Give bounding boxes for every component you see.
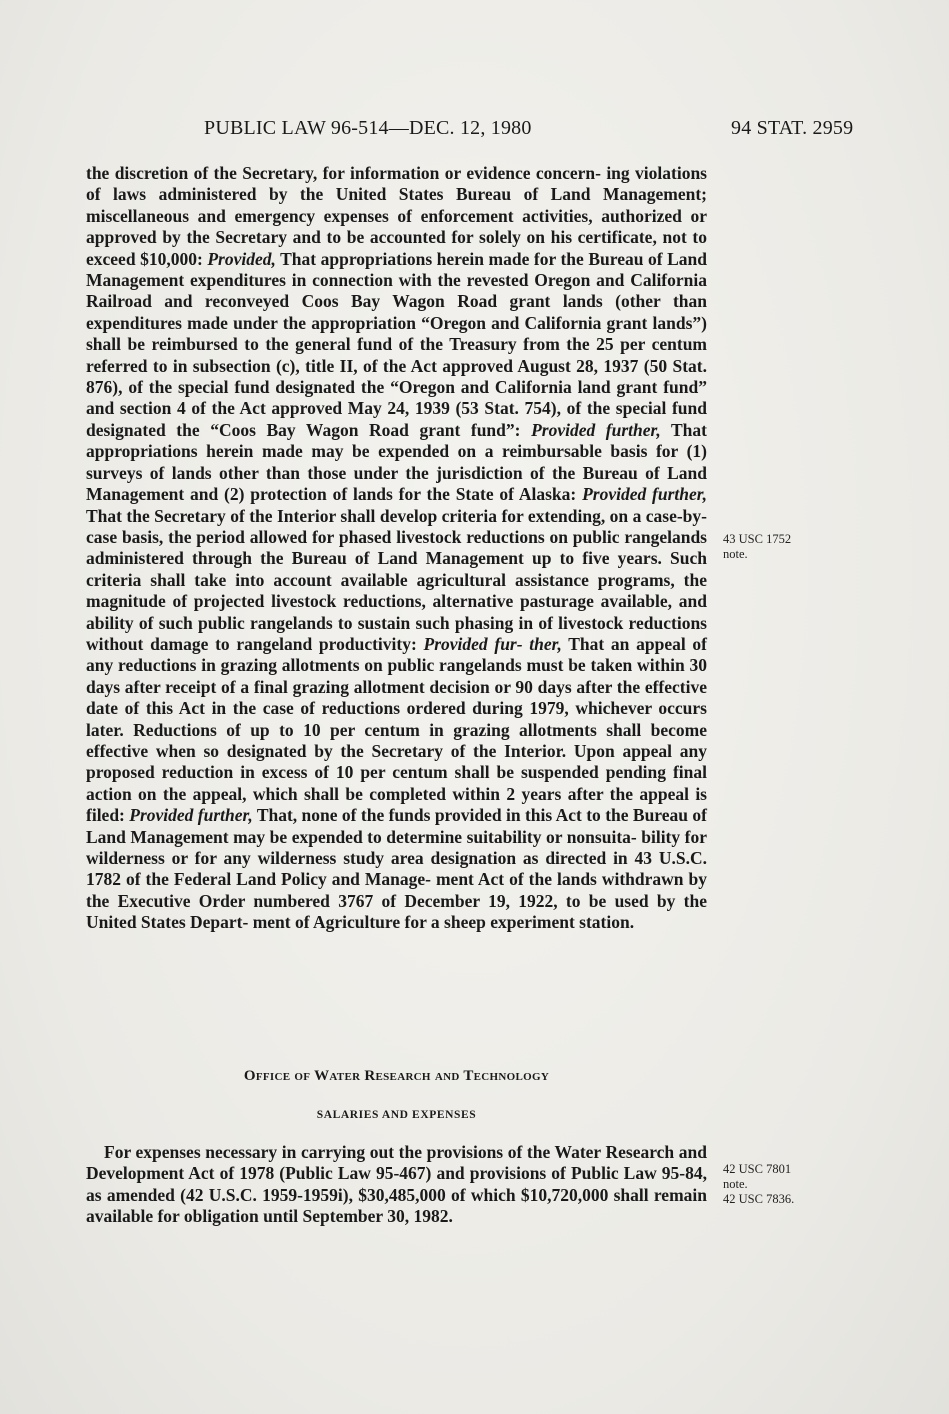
body-text-segment: the discretion of the Secretary, for information or evidence concern- ing violations of laws administered by the United States Bureau of Land Management; miscellaneous and emergency expenses of enforcement activities, authorized or approved by the Secretary and to be accounted for solely on his certificate, not to exceed $10,000: (86, 163, 707, 269)
provided-clause: Provided further, (531, 419, 661, 440)
section-paragraph-text: For expenses necessary in carrying out the provisions of the Water Research and Development Act of 1978 (Public Law 95-467) and provisions of Public Law 95-84, as amended (42 U.S.C. 1959-1959i), $30,485,000 of which $10,720,000 shall remain available for obligation until September 30, 1982. (86, 1142, 707, 1227)
body-text-segment: That an appeal of any reductions in grazing allotments on public rangelands must be taken within 30 days after receipt of a final grazing allotment decision or 90 days after the effective date of this Act in the case of reductions ordered during 1979, whichever occurs later. Reductions of up to 10 per centum in grazing allotments shall become effective when so designated by the Secretary of the Interior. Upon appeal any proposed reduction in excess of 10 per centum shall be suspended pending final action on the appeal, which shall be completed within 2 years after the appeal is filed: (86, 633, 707, 826)
margin-note-line: note. (723, 1177, 748, 1191)
body-text-segment: That appropriations herein made for the Bureau of Land Management expenditures in connection with the revested Oregon and California Railroad and reconveyed Coos Bay Wagon Road grant lands (other than expenditures made under the appropriation “Oregon and California grant lands”) shall be reimbursed to the general fund of the Treasury from the 25 per centum referred to in subsection (c), title II, of the Act approved August 28, 1937 (50 Stat. 876), of the special fund designated the “Oregon and California land grant fund” and section 4 of the Act approved May 24, 1939 (53 Stat. 754), of the special fund designated the “Coos Bay Wagon Road grant fund”: (86, 248, 707, 440)
margin-note-2 (723, 1162, 833, 1207)
margin-note-line: 42 USC 7801 (723, 1162, 792, 1176)
provided-clause: Provided further, (582, 484, 707, 505)
margin-note-1 (723, 532, 833, 562)
section-subheading: SALARIES AND EXPENSES (316, 1109, 477, 1121)
body-text-segment: That, none of the funds provided in this Act to the Bureau of Land Management may be expended to determine suitability or nonsuita- bility for wilderness or for any wilderness study area designation as directed in 43 U.S.C. 1782 of the Federal Land Policy and Manage- ment Act of the lands withdrawn by the Executive Order numbered 3767 of December 19, 1922, to be used by the United States Depart- ment of Agriculture for a sheep experiment station. (86, 805, 707, 933)
provided-clause: Provided, (207, 248, 276, 269)
header-page-number: 94 STAT. 2959 (731, 117, 854, 139)
page-header (0, 117, 949, 147)
provided-clause: Provided further, (129, 805, 253, 826)
body-text-segment: That the Secretary of the Interior shall develop criteria for extending, on a case-by-case basis, the period allowed for phased livestock reductions on public rangelands administered through the Bureau of Land Management up to five years. Such criteria shall take into account available agricultural assistance programs, the magnitude of projected livestock reductions, alternative pasturage available, and ability of such public rangelands to sustain such phasing in of livestock reductions without damage to rangeland productivity: (86, 505, 707, 654)
header-title: PUBLIC LAW 96-514—DEC. 12, 1980 (204, 117, 532, 139)
provided-clause: Provided fur- ther, (423, 633, 562, 654)
bleed-through-text (200, 1000, 700, 1060)
section-heading: Office of Water Research and Technology (243, 1068, 550, 1084)
margin-note-line: 43 USC 1752 (723, 532, 792, 546)
body-paragraph (86, 163, 707, 934)
margin-note-line: note. (723, 547, 748, 561)
body-text-segment: That appropriations herein made may be expended on a reimbursable basis for (1) surveys of lands other than those under the jurisdiction of the Bureau of Land Management and (2) protection of lands for the State of Alaska: (86, 419, 707, 505)
section-paragraph (86, 1142, 707, 1228)
margin-note-line: 42 USC 7836. (723, 1192, 795, 1206)
